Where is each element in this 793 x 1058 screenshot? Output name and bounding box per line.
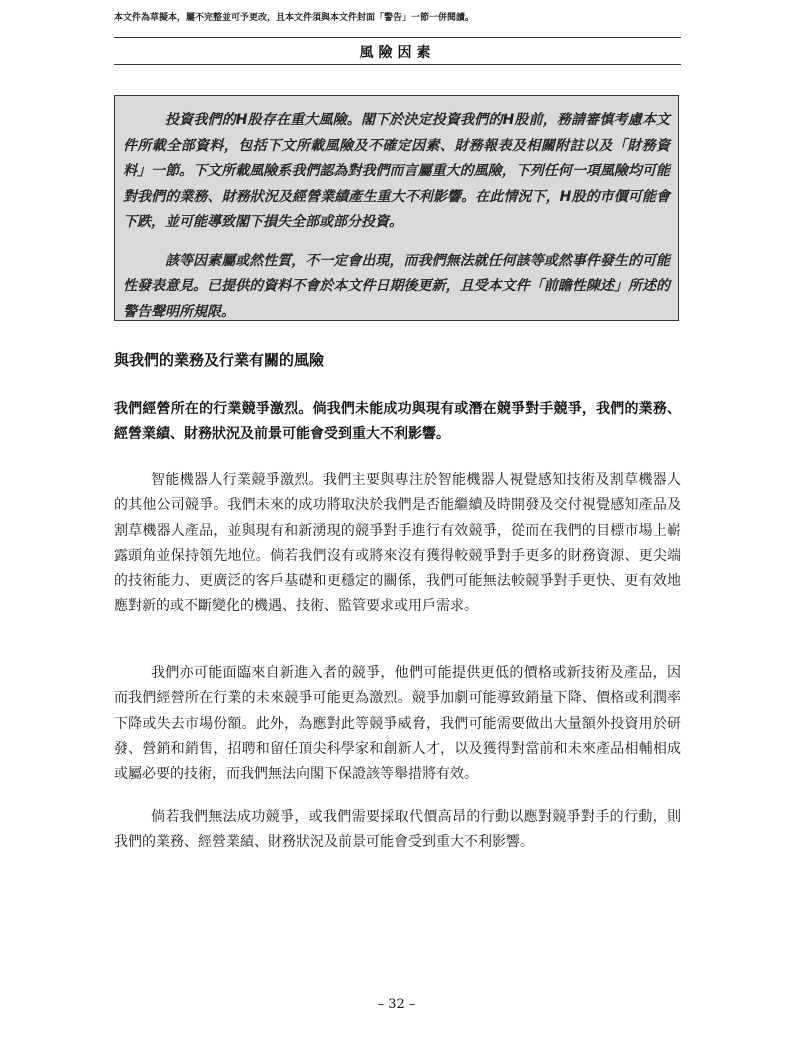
body-paragraph: 我們亦可能面臨來自新進入者的競爭，他們可能提供更低的價格或新技術及產品，因而我們經營所在行業的未來競爭可能更為激烈。競爭加劇可能導致銷量下降、價格或利潤率下降或失去市場份額。此外，為應對此等競爭威脅，我們可能需要做出大量額外投資用於研發、營銷和銷售，招聘和留任頂尖科學家和創新人才，以及獲得對當前和未來產品相輔相成或屬必要的技術，而我們無法向閣下保證該等舉措將有效。 <box>114 665 681 783</box>
draft-disclaimer: 本文件為草擬本，屬不完整並可予更改，且本文件須與本文件封面「警告」一節一併閱讀。 <box>114 13 475 23</box>
risk-notice-box <box>114 95 679 321</box>
header-rule-top <box>114 37 681 38</box>
risk-category-heading: 與我們的業務及行業有關的風險 <box>114 351 325 369</box>
header-rule-bottom <box>114 64 681 65</box>
body-paragraph: 倘若我們無法成功競爭，或我們需要採取代價高昂的行動以應對競爭對手的行動，則我們的業務、經營業績、財務狀況及前景可能會受到重大不利影響。 <box>114 809 681 851</box>
section-title: 風險因素 <box>359 45 436 61</box>
page-number: – 32 – <box>377 997 416 1012</box>
notice-paragraph: 該等因素屬或然性質，不一定會出現，而我們無法就任何該等或然事件發生的可能性發表意見。已提供的資料不會於本文件日期後更新，且受本文件「前瞻性陳述」所述的警告聲明所規限。 <box>123 252 670 320</box>
notice-paragraph: 投資我們的H股存在重大風險。閣下於決定投資我們的H股前，務請審慎考慮本文件所載全部資料，包括下文所載風險及不確定因素、財務報表及相關附註以及「財務資料」一節。下文所載風險系我們認為對我們而言屬重大的風險，下列任何一項風險均可能對我們的業務、財務狀況及經營業績產生重大不利影響。在此情況下，H股的市價可能會下跌，並可能導致閣下損失全部或部分投資。 <box>123 112 670 230</box>
risk-subheading: 我們經營所在的行業競爭激烈。倘我們未能成功與現有或潛在競爭對手競爭，我們的業務、經營業績、財務狀況及前景可能會受到重大不利影響。 <box>114 401 681 442</box>
body-paragraph: 智能機器人行業競爭激烈。我們主要與專注於智能機器人視覺感知技術及割草機器人的其他公司競爭。我們未來的成功將取決於我們是否能繼續及時開發及交付視覺感知產品及割草機器人產品，並與現有和新湧現的競爭對手進行有效競爭，從而在我們的目標市場上嶄露頭角並保持領先地位。倘若我們沒有或將來沒有獲得較競爭對手更多的財務資源、更尖端的技術能力、更廣泛的客戶基礎和更穩定的關係，我們可能無法較競爭對手更快、更有效地應對新的或不斷變化的機遇、技術、監管要求或用戶需求。 <box>114 472 681 615</box>
